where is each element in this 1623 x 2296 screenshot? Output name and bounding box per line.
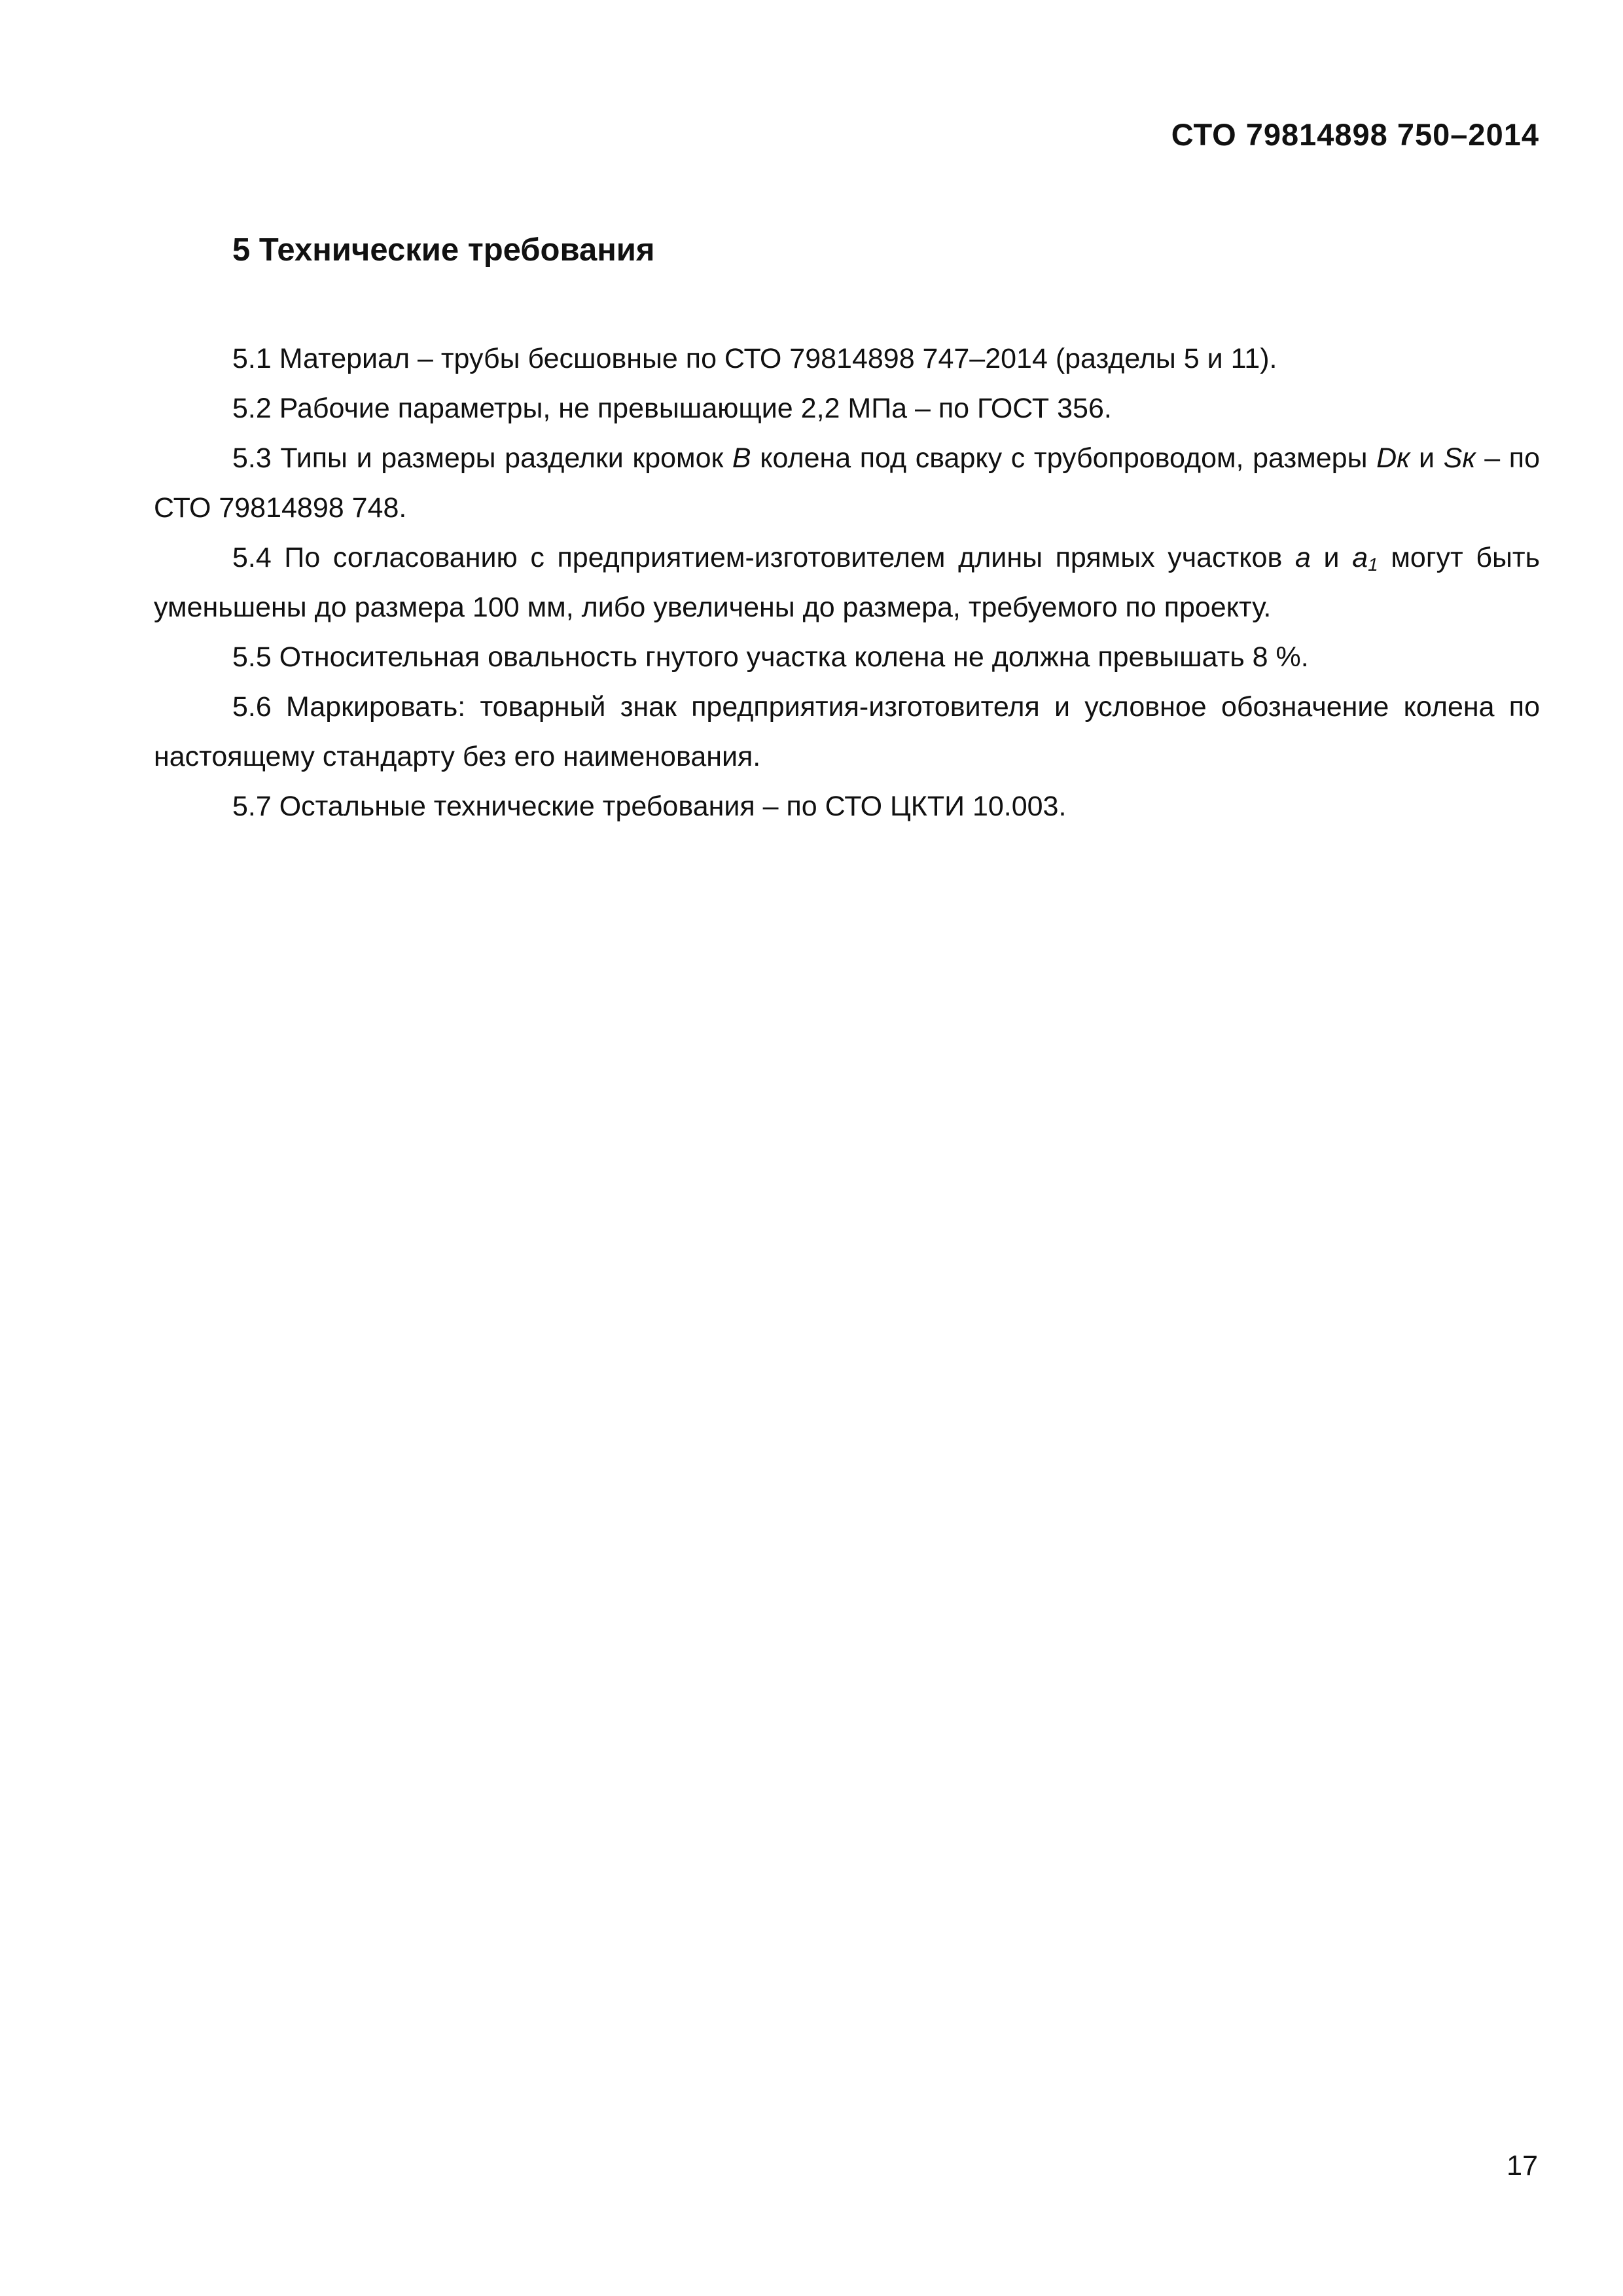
paragraph-5-3 bbox=[154, 433, 1540, 533]
section-title: 5 Технические требования bbox=[232, 232, 655, 268]
paragraph-5-3-text-g: – по СТО 79814898 748. bbox=[154, 442, 1540, 524]
dk-symbol: Dк bbox=[1376, 442, 1410, 474]
paragraph-5-5: 5.5 Относительная овальность гнутого участка колена не должна превышать 8 %. bbox=[232, 641, 1309, 673]
page-number: 17 bbox=[1507, 2150, 1538, 2181]
edge-prep-symbol: В bbox=[732, 442, 751, 474]
paragraph-5-4 bbox=[154, 533, 1540, 632]
sk-symbol: Sк bbox=[1443, 442, 1476, 474]
a1-symbol-base: а bbox=[1352, 542, 1368, 573]
paragraph-5-3-text-a: 5.3 Типы и размеры разделки кромок bbox=[232, 442, 732, 474]
a-symbol: а bbox=[1294, 542, 1311, 573]
document-code-header: СТО 79814898 750–2014 bbox=[1171, 117, 1539, 152]
paragraph-5-3-text-e: и bbox=[1410, 442, 1444, 474]
section-body bbox=[154, 334, 1540, 831]
paragraph-5-7: 5.7 Остальные технические требования – по СТО ЦКТИ 10.003. bbox=[232, 791, 1067, 822]
paragraph-5-3-text-c: колена под сварку с трубопроводом, размеры bbox=[751, 442, 1377, 474]
paragraph-5-4-text-c: и bbox=[1310, 542, 1353, 573]
a1-symbol bbox=[1352, 542, 1378, 573]
paragraph-5-4-text-a: 5.4 По согласованию с предприятием-изготовителем длины прямых участков bbox=[232, 542, 1295, 573]
paragraph-5-4-text-e: могут быть уменьшены до размера 100 мм, либо увеличены до размера, требуемого по проекту. bbox=[154, 542, 1540, 623]
paragraph-5-2: 5.2 Рабочие параметры, не превышающие 2,2 МПа – по ГОСТ 356. bbox=[232, 393, 1112, 424]
paragraph-5-1: 5.1 Материал – трубы бесшовные по СТО 79814898 747–2014 (разделы 5 и 11). bbox=[232, 343, 1277, 374]
a1-symbol-subscript: 1 bbox=[1368, 554, 1378, 575]
paragraph-5-6: 5.6 Маркировать: товарный знак предприятия-изготовителя и условное обозначение колена по настоящему стандарту без его наименования. bbox=[154, 691, 1540, 772]
